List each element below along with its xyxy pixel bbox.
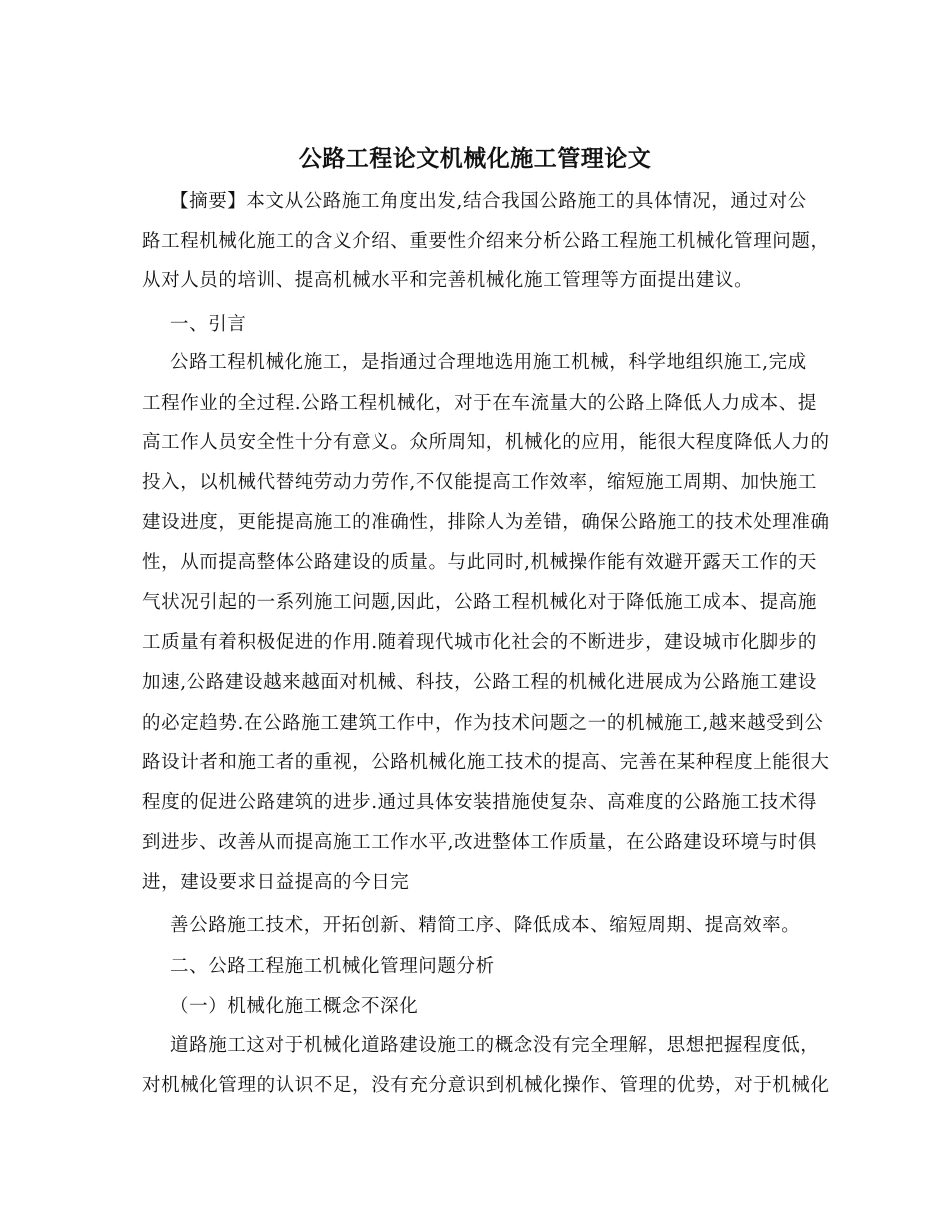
paragraph-line: 道路施工这对于机械化道路建设施工的概念没有完全理解，思想把握程度低， xyxy=(170,1035,820,1056)
section-heading-1: 一、引言 xyxy=(170,314,247,335)
paragraph-line: 性，从而提高整体公路建设的质量。与此同时,机械操作能有效避开露天工作的天 xyxy=(142,552,817,573)
abstract-line-3: 从对人员的培训、提高机械水平和完善机械化施工管理等方面提出建议。 xyxy=(142,270,754,291)
section-heading-2: 二、公路工程施工机械化管理问题分析 xyxy=(170,956,495,977)
abstract-line-1: 【摘要】本文从公路施工角度出发,结合我国公路施工的具体情况，通过对公 xyxy=(170,191,807,212)
paragraph-line: 程度的促进公路建筑的进步.通过具体安装措施使复杂、高难度的公路施工技术得 xyxy=(142,792,817,813)
subsection-heading-1: （一）机械化施工概念不深化 xyxy=(170,996,419,1017)
paragraph-line: 工程作业的全过程.公路工程机械化，对于在车流量大的公路上降低人力成本、提 xyxy=(142,393,817,414)
paragraph-line: 高工作人员安全性十分有意义。众所周知，机械化的应用，能很大程度降低人力的 xyxy=(142,432,830,453)
paragraph-line: 工质量有着积极促进的作用.随着现代城市化社会的不断进步，建设城市化脚步的 xyxy=(142,632,817,653)
paragraph-line: 加速,公路建设越来越面对机械、科技，公路工程的机械化进展成为公路施工建设 xyxy=(142,672,817,693)
paragraph-line: 路设计者和施工者的重视，公路机械化施工技术的提高、完善在某种程度上能很大 xyxy=(142,752,830,773)
paragraph-line: 气状况引起的一系列施工问题,因此，公路工程机械化对于降低施工成本、提高施 xyxy=(142,592,817,613)
paragraph-line: 对机械化管理的认识不足，没有充分意识到机械化操作、管理的优势，对于机械化 xyxy=(142,1075,830,1096)
paragraph-line: 善公路施工技术，开拓创新、精简工序、降低成本、缩短周期、提高效率。 xyxy=(170,915,801,936)
paragraph-line: 投入，以机械代替纯劳动力劳作,不仅能提高工作效率，缩短施工周期、加快施工 xyxy=(142,472,817,493)
document-title: 公路工程论文机械化施工管理论文 xyxy=(298,145,652,172)
abstract-line-2: 路工程机械化施工的含义介绍、重要性介绍来分析公路工程施工机械化管理问题， xyxy=(142,231,830,252)
paragraph-line: 到进步、改善从而提高施工工作水平,改进整体工作质量，在公路建设环境与时俱 xyxy=(142,832,817,853)
paragraph-line: 公路工程机械化施工，是指通过合理地选用施工机械，科学地组织施工,完成 xyxy=(170,352,807,373)
paragraph-line: 的必定趋势.在公路施工建筑工作中，作为技术问题之一的机械施工,越来越受到公 xyxy=(142,713,824,734)
paragraph-line: 进，建设要求日益提高的今日完 xyxy=(142,872,410,893)
paragraph-line: 建设进度，更能提高施工的准确性，排除人为差错，确保公路施工的技术处理准确 xyxy=(142,512,830,533)
